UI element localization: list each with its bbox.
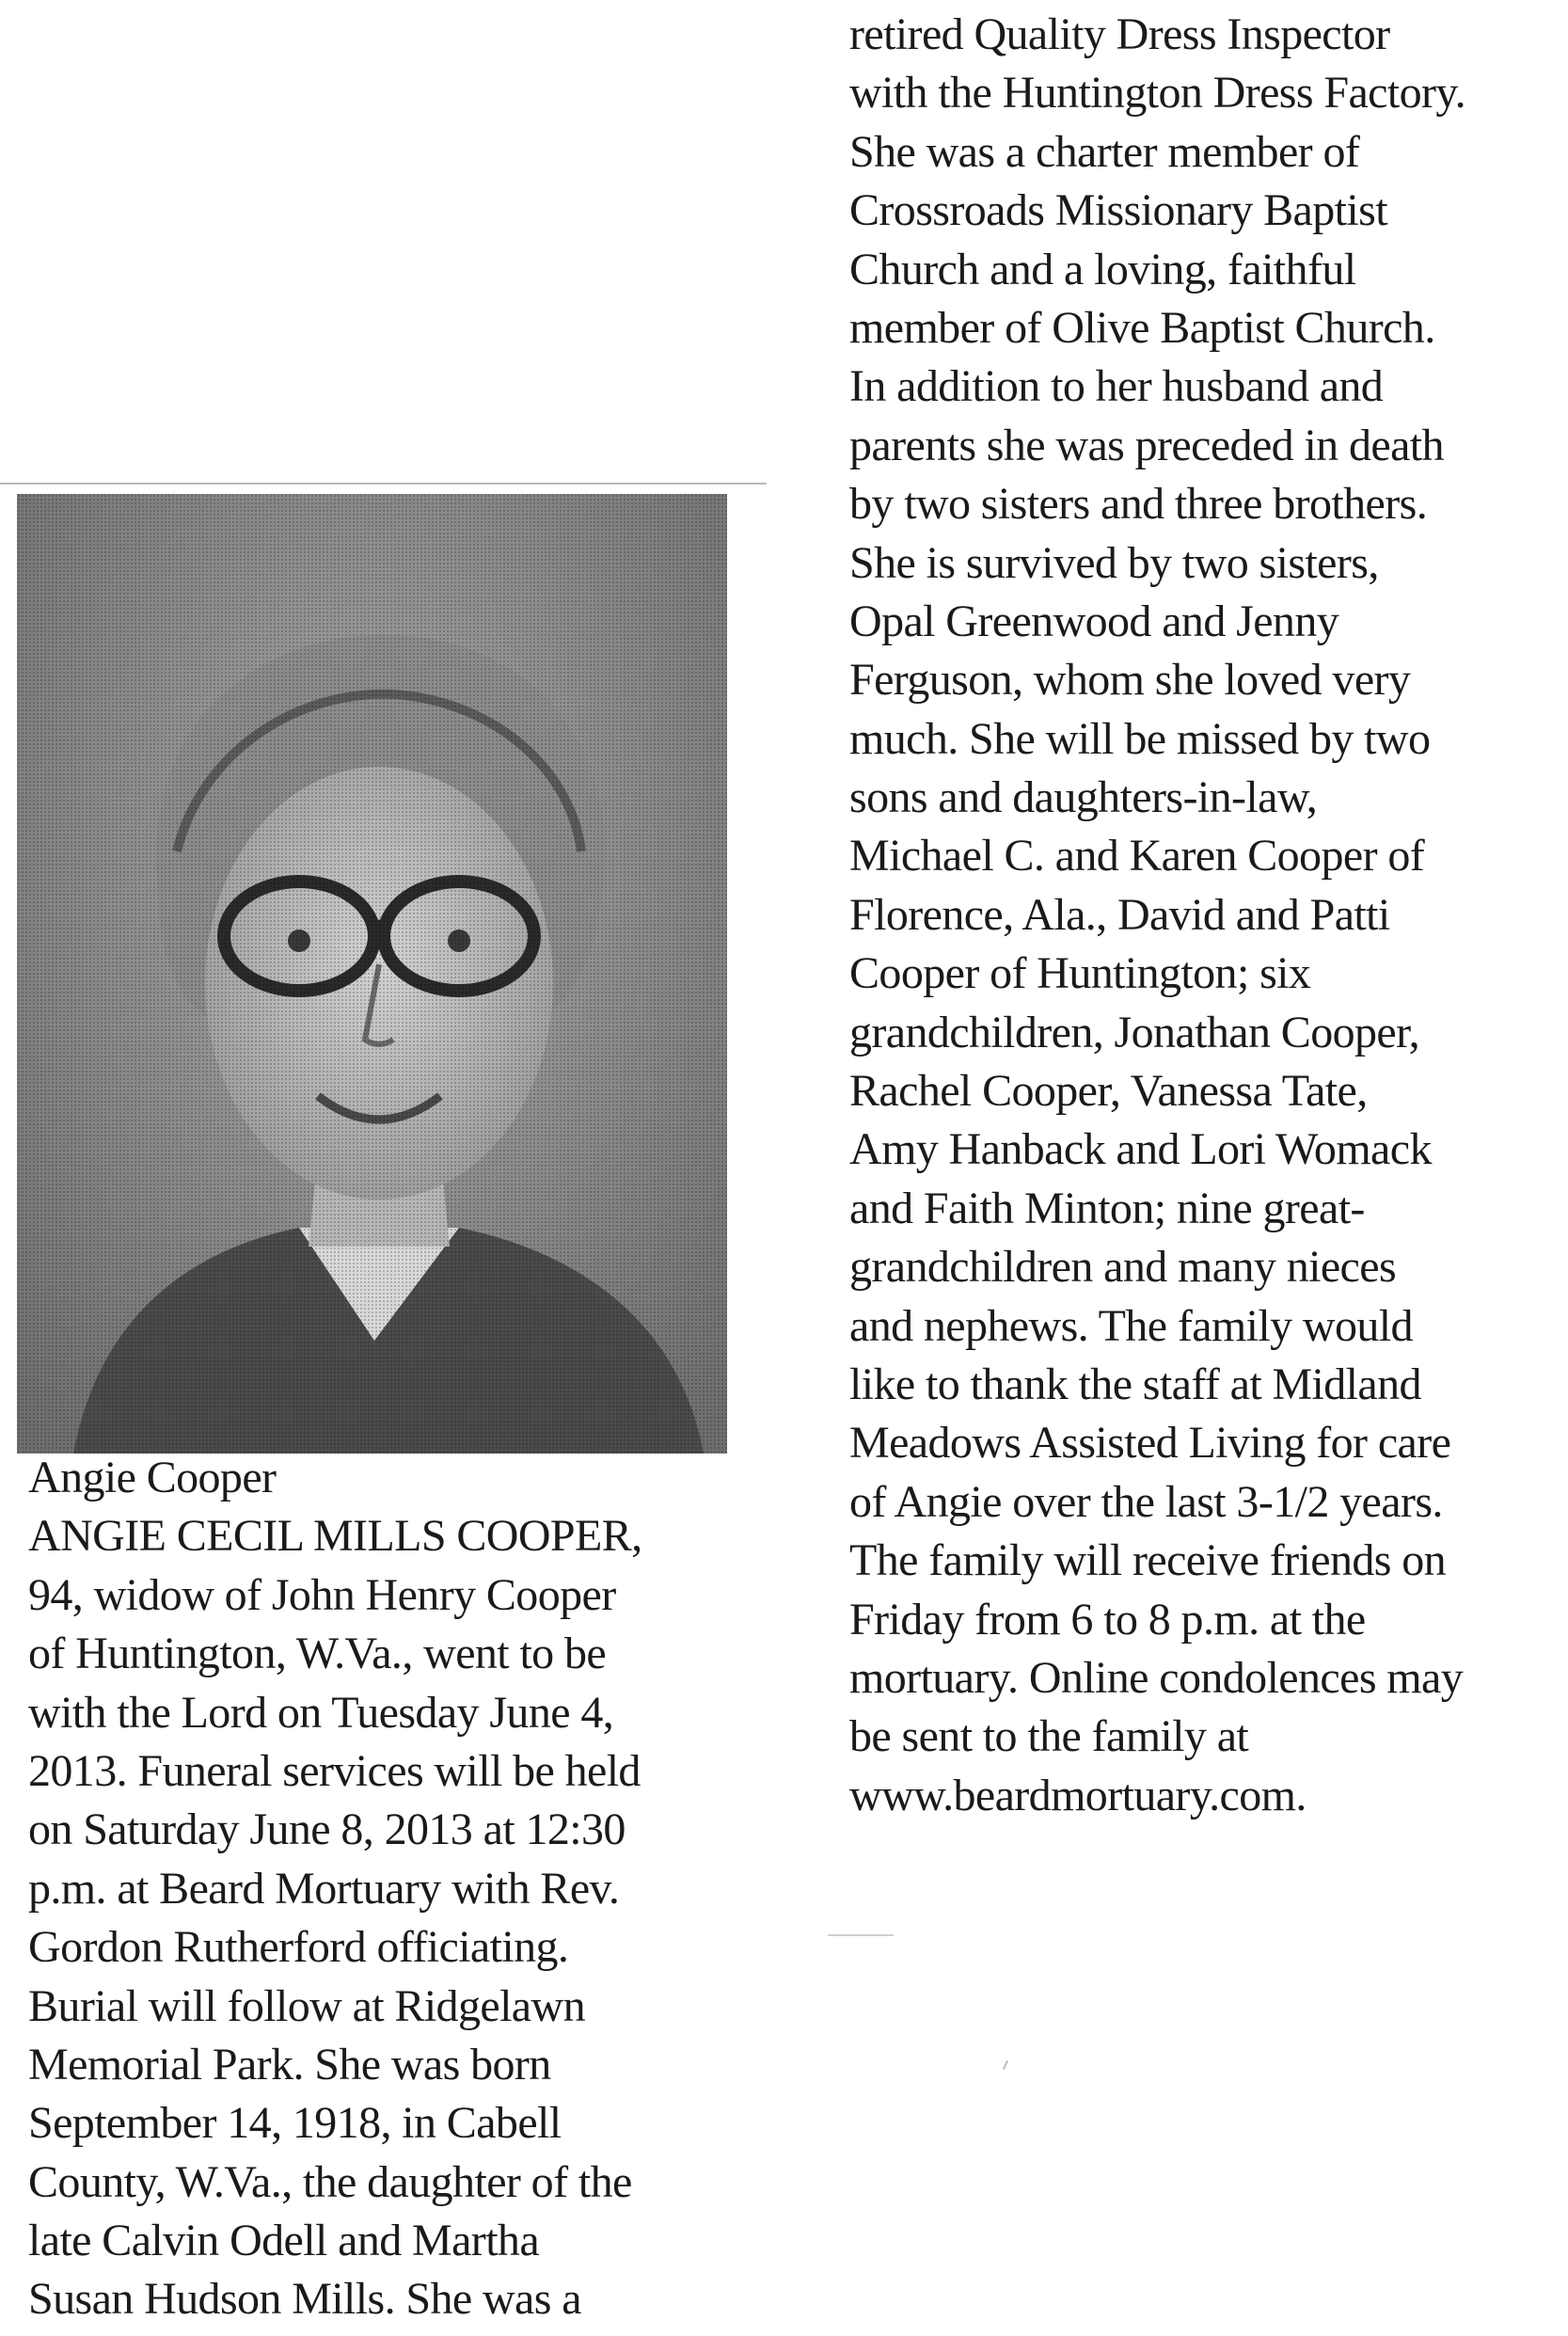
text-line: by two sisters and three brothers. bbox=[849, 479, 1428, 530]
text-line: www.beardmortuary.com. bbox=[849, 1770, 1307, 1820]
text-line: Cooper of Huntington; six bbox=[849, 948, 1311, 999]
text-line: ANGIE CECIL MILLS COOPER, bbox=[28, 1511, 642, 1562]
text-line: 94, widow of John Henry Cooper bbox=[28, 1569, 616, 1620]
text-line: p.m. at Beard Mortuary with Rev. bbox=[28, 1863, 620, 1914]
text-line: Ferguson, whom she loved very bbox=[849, 655, 1411, 706]
text-line: be sent to the family at bbox=[849, 1711, 1249, 1762]
text-line: Rachel Cooper, Vanessa Tate, bbox=[849, 1066, 1368, 1117]
portrait-image bbox=[17, 494, 727, 1454]
text-line: Meadows Assisted Living for care bbox=[849, 1418, 1451, 1469]
text-line: She is survived by two sisters, bbox=[849, 537, 1379, 588]
text-line: Susan Hudson Mills. She was a bbox=[28, 2274, 581, 2325]
text-line: In addition to her husband and bbox=[849, 361, 1384, 412]
text-line: and nephews. The family would bbox=[849, 1300, 1413, 1351]
text-line: like to thank the staff at Midland bbox=[849, 1359, 1421, 1409]
text-line: Amy Hanback and Lori Womack bbox=[849, 1124, 1432, 1175]
text-line: Memorial Park. She was born bbox=[28, 2039, 551, 2090]
text-line: 2013. Funeral services will be held bbox=[28, 1745, 641, 1796]
text-line: with the Huntington Dress Factory. bbox=[849, 68, 1466, 119]
text-line: of Angie over the last 3-1/2 years. bbox=[849, 1476, 1443, 1527]
text-line: grandchildren, Jonathan Cooper, bbox=[849, 1007, 1419, 1057]
text-line: member of Olive Baptist Church. bbox=[849, 302, 1435, 353]
text-line: Burial will follow at Ridgelawn bbox=[28, 1980, 585, 2031]
text-line: September 14, 1918, in Cabell bbox=[28, 2098, 562, 2149]
text-line: Michael C. and Karen Cooper of bbox=[849, 831, 1425, 882]
text-line: grandchildren and many nieces bbox=[849, 1242, 1397, 1293]
text-line: and Faith Minton; nine great- bbox=[849, 1183, 1365, 1233]
text-line: of Huntington, W.Va., went to be bbox=[28, 1629, 607, 1679]
text-line: Friday from 6 to 8 p.m. at the bbox=[849, 1594, 1366, 1645]
text-line: Church and a loving, faithful bbox=[849, 244, 1356, 294]
text-line: Florence, Ala., David and Patti bbox=[849, 889, 1390, 940]
text-line: mortuary. Online condolences may bbox=[849, 1652, 1464, 1703]
scan-speck bbox=[1003, 2060, 1008, 2070]
text-line: She was a charter member of bbox=[849, 126, 1360, 177]
text-line: with the Lord on Tuesday June 4, bbox=[28, 1687, 614, 1738]
photo-caption: Angie Cooper bbox=[28, 1453, 277, 1502]
text-line: late Calvin Odell and Martha bbox=[28, 2216, 540, 2266]
text-line: on Saturday June 8, 2013 at 12:30 bbox=[28, 1804, 626, 1855]
obituary-column-right bbox=[849, 6, 1465, 1825]
text-line: The family will receive friends on bbox=[849, 1535, 1447, 1586]
text-line: County, W.Va., the daughter of the bbox=[28, 2156, 632, 2207]
text-line: Gordon Rutherford officiating. bbox=[28, 1922, 569, 1973]
obituary-column-left bbox=[28, 1449, 642, 2329]
text-line: Opal Greenwood and Jenny bbox=[849, 596, 1339, 646]
clipping-edge-line bbox=[828, 1934, 894, 1936]
clipping-edge-line bbox=[0, 483, 767, 485]
text-line: much. She will be missed by two bbox=[849, 713, 1431, 764]
text-line: retired Quality Dress Inspector bbox=[849, 9, 1390, 59]
portrait-photo bbox=[17, 494, 727, 1454]
text-line: Crossroads Missionary Baptist bbox=[849, 185, 1387, 236]
text-line: parents she was preceded in death bbox=[849, 420, 1444, 470]
text-line: sons and daughters-in-law, bbox=[849, 772, 1318, 823]
